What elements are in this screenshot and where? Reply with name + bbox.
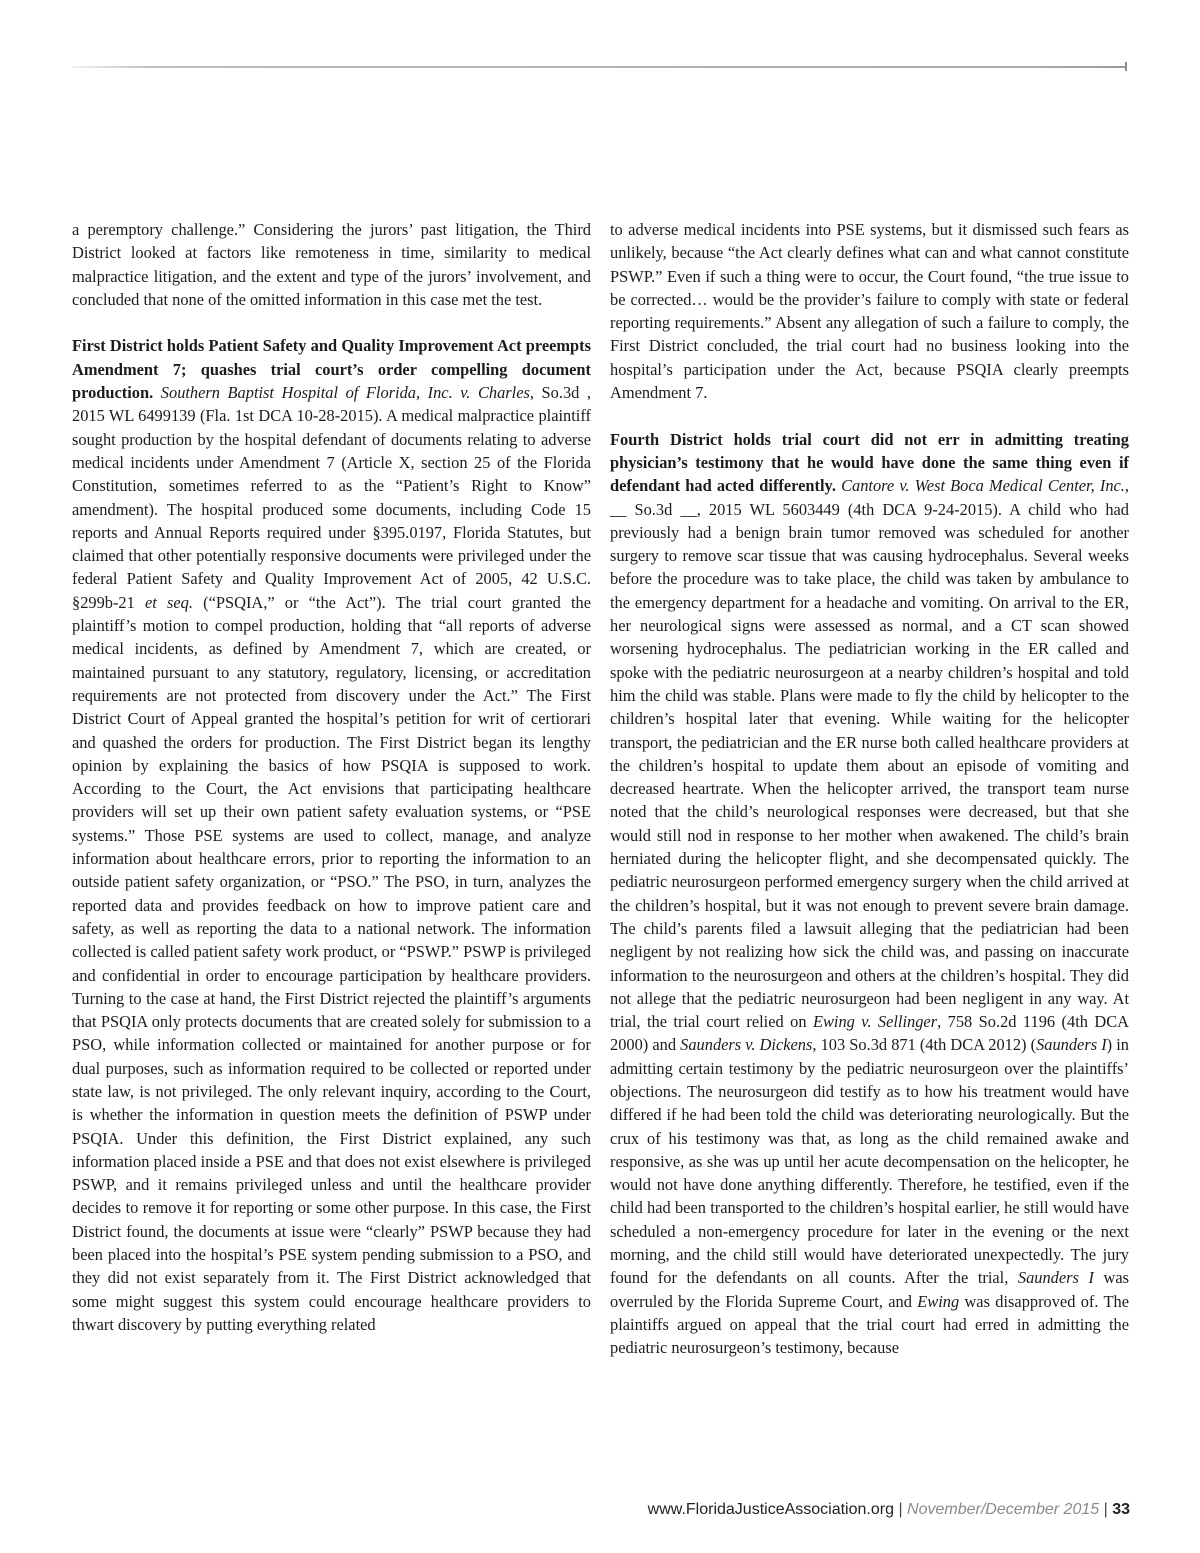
case-citation-saunders: Saunders v. Dickens: [680, 1035, 813, 1055]
case-short-name: Ewing: [917, 1291, 960, 1311]
case-body-italic: et seq.: [145, 592, 193, 612]
left-opening-paragraph: a peremptory challenge.” Considering the jurors’ past litigation, the Third District looked at factors like remoteness in time, similarity to medical malpractice litigation, and the extent and type of the jurors’ involvement, and concluded that none of the omitted information in this case met the test.: [72, 220, 591, 309]
case-heading: First District holds Patient Safety and Quality Improvement Act preempts Amendment 7; quashes trial court’s order compelling document production.: [72, 336, 591, 403]
page-footer: [560, 1501, 1130, 1519]
case-summary-cantore: [610, 428, 1129, 1360]
right-continuation-paragraph: to adverse medical incidents into PSE systems, but it dismissed such fears as unlikely, because “the Act clearly defines what can and what cannot constitute PSWP.” Even if such a thing were to occur, the Court found, “the true issue to be corrected… would be the provider’s failure to comply with state or federal reporting requirements.” Absent any allegation of such a failure to comply, the First District concluded, the trial court had no business looking into the hospital’s participation under the Act, because PSQIA clearly preempts Amendment 7.: [610, 220, 1129, 403]
case-body-text: A child who had previously had a benign brain tumor removed was scheduled for another surgery to remove scar tissue that was causing hydrocephalus. Several weeks before the procedure was to take place, the child was taken by ambulance to the emergency department for a headache and vomiting. On arrival to the ER, her neurological signs were assessed as normal, and a CT scan showed worsening hydrocephalus. The pediatrician working in the ER called and spoke with the pediatric neurosurgeon at a nearby children’s hospital and told him the child was stable. Plans were made to fly the child by helicopter to the children’s hospital later that evening. While waiting for the helicopter transport, the pediatrician and the ER nurse both called healthcare providers at the children’s hospital to update them about an episode of vomiting and decreased heartrate. When the helicopter arrived, the transport team nurse noted that the child’s neurological responses were decreased, but that she would still nod in response to her mother when awakened. The child’s brain herniated during the helicopter flight, and she decompensated quickly. The pediatric neurosurgeon performed emergency surgery when the child arrived at the children’s hospital, but it was not enough to prevent severe brain damage. The child’s parents filed a lawsuit alleging that the pediatrician had been negligent by not realizing how sick the child was, and passing on inaccurate information to the neurosurgeon and others at the children’s hospital. They did not allege that the pediatric neurosurgeon had been negligent in any way. At trial, the trial court relied on: [610, 499, 1129, 1032]
header-rule-endcap: [1125, 62, 1127, 71]
case-body-text: ) in admitting certain testimony by the pediatric neurosurgeon over the plaintiffs’ objections. The neurosurgeon did testify as to how his treatment would have differed if he had been told the child was deteriorating neurologically. But the crux of his testimony was that, as long as the child remained awake and responsive, as she was up until her acute decompensation on the helicopter, he would not have done anything differently. Therefore, he testified, even if the child had been transported to the children’s hospital earlier, he still would have scheduled a non-emergency procedure for later in the evening or the next morning, and the child still would have deteriorated unexpectedly. The jury found for the defendants on all counts. After the trial,: [610, 1035, 1129, 1288]
case-short-name: Saunders I: [1036, 1035, 1107, 1055]
page-number: 33: [1112, 1501, 1130, 1518]
right-column: [610, 218, 1129, 1360]
case-short-name: Saunders I: [1017, 1268, 1094, 1288]
case-summary-southern-baptist: [72, 334, 591, 1336]
case-body-text: was disapproved of. The plaintiffs argued on appeal that the trial court had erred in admitting the pediatric neurosurgeon’s testimony, because: [610, 1291, 1130, 1358]
case-body-text: , 758 So.2d 1196 (4th DCA 2000) and: [610, 1012, 1129, 1055]
left-column: [72, 218, 591, 1336]
case-heading: Fourth District holds trial court did not err in admitting treating physician’s testimony that he would have done the same thing even if defendant had acted differently.: [610, 429, 1129, 496]
footer-issue-date: November/December 2015: [907, 1501, 1100, 1518]
footer-separator: |: [1103, 1501, 1108, 1518]
case-citation-name: Cantore v. West Boca Medical Center, Inc.: [841, 476, 1125, 496]
case-body-text: A medical malpractice plaintiff sought production by the hospital defendant of documents relating to adverse medical incidents under Amendment 7 (Article X, section 25 of the Florida Constitution, sometimes referred to as the “Patient’s Right to Know” amendment). The hospital produced some documents, including Code 15 reports and Annual Reports required under §395.0197, Florida Statutes, but claimed that other potentially responsive documents were privileged under the federal Patient Safety and Quality Improvement Act of 2005, 42 U.S.C. §299b-21: [72, 406, 591, 612]
case-citation-reporter: , So.3d , 2015 WL 6499139 (Fla. 1st DCA 10-28-2015).: [72, 383, 591, 426]
case-citation-reporter: , __ So.3d __, 2015 WL 5603449 (4th DCA 9-24-2015).: [610, 476, 1129, 519]
case-body-text: was overruled by the Florida Supreme Court, and: [610, 1268, 1129, 1311]
case-body-text: , 103 So.3d 871 (4th DCA 2012) (: [812, 1035, 1037, 1055]
header-rule: [72, 66, 1126, 68]
footer-website-link[interactable]: www.FloridaJusticeAssociation.org: [647, 1501, 894, 1518]
case-citation-name: Southern Baptist Hospital of Florida, Inc. v. Charles: [160, 383, 530, 403]
case-citation-ewing: Ewing v. Sellinger: [812, 1012, 938, 1032]
case-body-text: (“PSQIA,” or “the Act”). The trial court granted the plaintiff’s motion to compel production, holding that “all reports of adverse medical incidents, as defined by Amendment 7, which are created, or maintained pursuant to any statutory, regulatory, licensing, or accreditation requirements are not protected from discovery under the Act.” The First District Court of Appeal granted the hospital’s petition for writ of certiorari and quashed the orders for production. The First District began its lengthy opinion by explaining the basics of how PSQIA is supposed to work. According to the Court, the Act envisions that participating healthcare providers will set up their own patient safety evaluation systems, or “PSE systems.” Those PSE systems are used to collect, manage, and analyze information about healthcare errors, prior to reporting the information to an outside patient safety organization, or “PSO.” The PSO, in turn, analyzes the reported data and provides feedback on how to improve patient care and safety, as well as reporting the data to a national network. The information collected is called patient safety work product, or “PSWP.” PSWP is privileged and confidential in order to encourage participation by healthcare providers. Turning to the case at hand, the First District rejected the plaintiff’s arguments that PSQIA only protects documents that are created solely for submission to a PSO, while information collected or maintained for another purpose or for dual purposes, such as information required to be collected or reported under state law, is not privileged. The only relevant inquiry, according to the Court, is whether the information in question meets the definition of PSWP under PSQIA. Under this definition, the First District explained, any such information placed inside a PSE and that does not exist elsewhere is privileged PSWP, and it remains privileged unless and until the healthcare provider decides to remove it for reporting or some other purpose. In this case, the First District found, the documents at issue were “clearly” PSWP because they had been placed into the hospital’s PSE system pending submission to a PSO, and they did not exist separately from it. The First District acknowledged that some might suggest this system could encourage healthcare providers to thwart discovery by putting everything related: [72, 592, 591, 1334]
footer-separator: |: [898, 1501, 903, 1518]
